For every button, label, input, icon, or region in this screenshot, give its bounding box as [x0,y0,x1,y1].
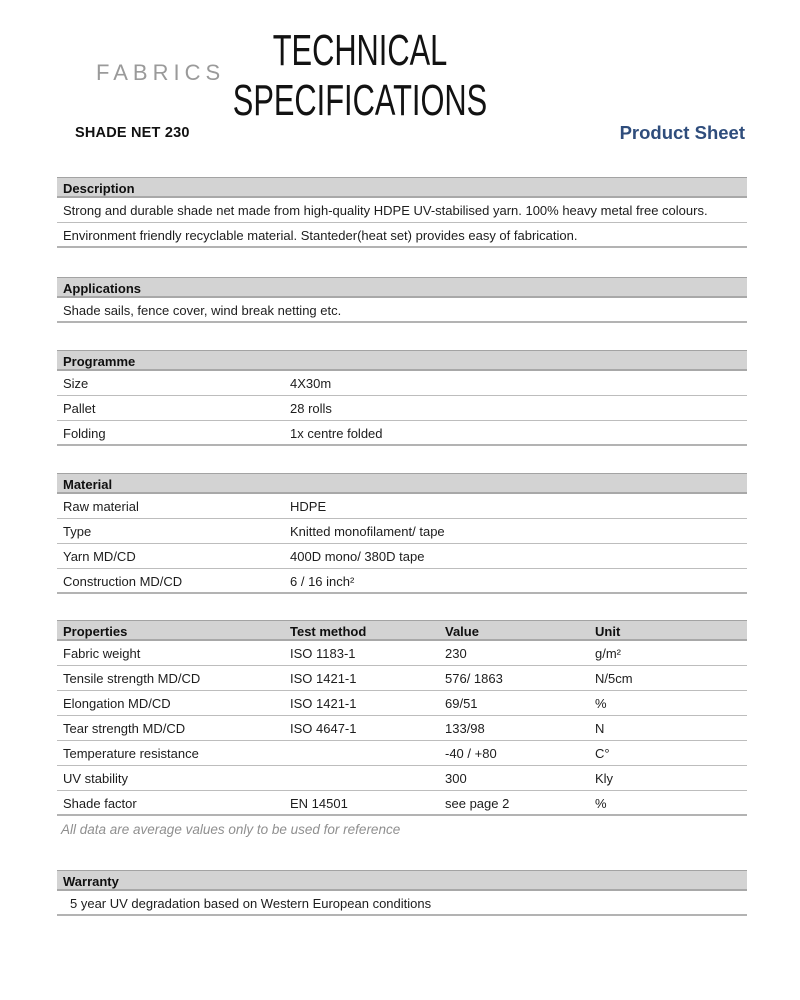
property-unit: % [595,696,607,711]
column-header: Value [445,624,479,639]
row-label: Construction MD/CD [63,574,183,589]
row-label: Pallet [63,401,96,416]
table-row [57,691,747,716]
page-title-line1: TECHNICAL [272,26,448,75]
property-value: see page 2 [445,796,510,811]
table-row [57,519,747,544]
row-label: Size [63,376,89,391]
table-row [57,421,747,446]
property-unit: g/m² [595,646,621,661]
property-value: 576/ 1863 [445,671,503,686]
table-row [57,791,747,816]
section-programme [57,350,747,446]
test-method: EN 14501 [290,796,348,811]
section-header-applications: Applications [57,277,747,298]
row-value: 1x centre folded [290,426,383,441]
property-unit: N [595,721,605,736]
section-properties [57,620,747,840]
test-method [290,766,445,791]
row-label: Raw material [63,499,139,514]
content-area [57,177,747,916]
row-label: Folding [63,426,106,441]
row-value: 6 / 16 inch² [290,574,355,589]
page-title-line2: SPECIFICATIONS [232,76,488,125]
test-method: ISO 1421-1 [290,671,357,686]
table-row [57,569,747,594]
property-name: Shade factor [63,796,137,811]
table-row [57,494,747,519]
property-unit: % [595,796,607,811]
column-header: Unit [595,624,621,639]
applications-row: Shade sails, fence cover, wind break netting etc. [57,298,747,323]
column-header: Properties [63,624,128,639]
description-row: Environment friendly recyclable material. Stanteder(heat set) provides easy of fabrication. [57,223,747,248]
property-name: Elongation MD/CD [63,696,171,711]
table-row [57,641,747,666]
product-sheet-label: Product Sheet [619,122,745,143]
column-header: Test method [290,624,367,639]
row-label: Yarn MD/CD [63,549,136,564]
section-warranty [57,870,747,916]
product-name: SHADE NET 230 [75,125,190,141]
property-name: Fabric weight [63,646,141,661]
row-value: 400D mono/ 380D tape [290,549,425,564]
warranty-row: 5 year UV degradation based on Western European conditions [57,891,747,916]
page-title [160,26,560,126]
property-value: 300 [445,771,467,786]
brand-logo: FABRICS [96,60,226,85]
table-row [57,544,747,569]
property-value: 133/98 [445,721,485,736]
property-value: -40 / +80 [445,746,497,761]
table-row [57,716,747,741]
reference-note: All data are average values only to be used for reference [61,822,401,837]
property-unit: C° [595,746,610,761]
table-row [57,371,747,396]
row-value: HDPE [290,499,327,514]
test-method: ISO 4647-1 [290,721,357,736]
test-method: ISO 1421-1 [290,696,357,711]
property-name: UV stability [63,771,129,786]
properties-header-row [57,620,747,641]
section-header-warranty: Warranty [57,870,747,891]
table-row [57,741,747,766]
section-header-programme: Programme [57,350,747,371]
section-applications [57,277,747,323]
row-label: Type [63,524,92,539]
table-row [57,666,747,691]
row-value: 28 rolls [290,401,332,416]
property-name: Temperature resistance [63,746,199,761]
property-value: 230 [445,646,467,661]
section-header-material: Material [57,473,747,494]
property-name: Tensile strength MD/CD [63,671,201,686]
table-row [57,766,747,791]
test-method: ISO 1183-1 [290,646,356,661]
property-name: Tear strength MD/CD [63,721,186,736]
table-row [57,396,747,421]
property-unit: Kly [595,771,614,786]
property-value: 69/51 [445,696,478,711]
row-value: 4X30m [290,376,332,391]
property-unit: N/5cm [595,671,633,686]
description-row: Strong and durable shade net made from high-quality HDPE UV-stabilised yarn. 100% heavy metal free colours. [57,198,747,223]
section-header-description: Description [57,177,747,198]
test-method [290,741,445,766]
row-value: Knitted monofilament/ tape [290,524,445,539]
section-description [57,177,747,248]
section-material [57,473,747,594]
